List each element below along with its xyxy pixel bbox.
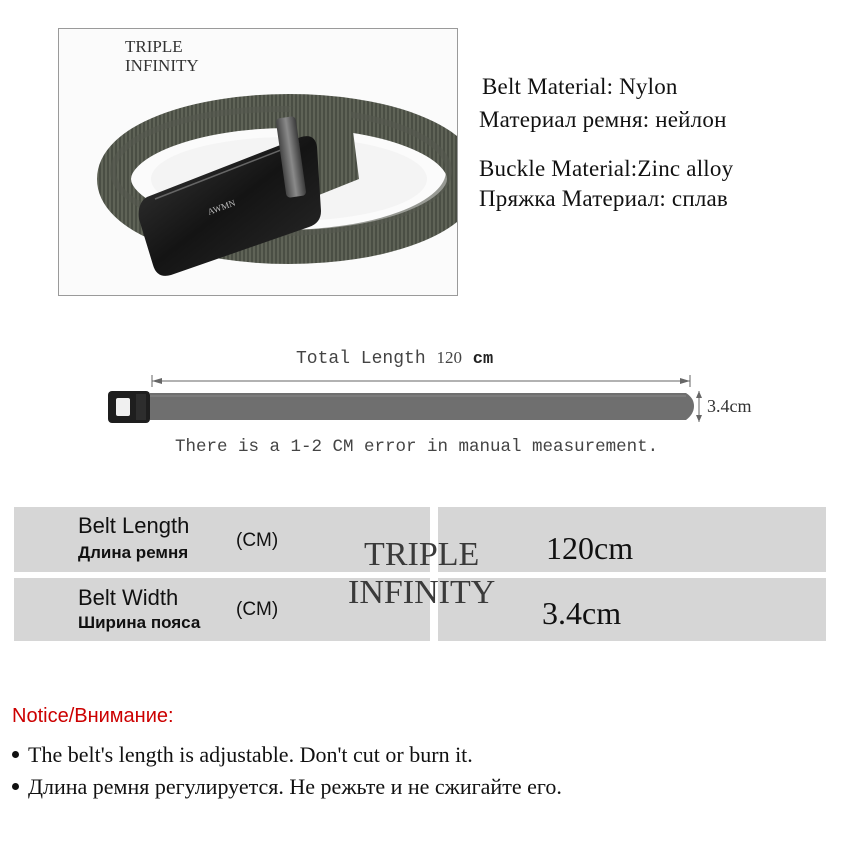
bullet-icon <box>12 783 19 790</box>
bullet-icon <box>12 751 19 758</box>
photo-watermark <box>125 37 199 75</box>
length-arrow <box>152 375 690 387</box>
belt-width-label-ru: Ширина пояса <box>78 613 201 632</box>
notice-item-text: The belt's length is adjustable. Don't cut or burn it. <box>28 742 473 767</box>
belt-length-value: 120cm <box>546 530 634 566</box>
total-length-unit: cm <box>472 350 494 369</box>
buckle-material-ru: Пряжка Материал: сплав <box>479 186 728 211</box>
width-arrow <box>696 391 702 422</box>
notice-item <box>12 774 562 800</box>
error-note: There is a 1-2 CM error in manual measurement. <box>175 437 659 457</box>
table-watermark-line1: TRIPLE <box>364 536 480 573</box>
belt-width-unit: (CM) <box>236 599 279 620</box>
buckle-logo: AWMN <box>206 197 237 217</box>
buckle-diagram <box>108 391 150 423</box>
belt-width-label-en: Belt Width <box>78 585 179 610</box>
total-length-text: Total Length <box>296 349 426 369</box>
belt-length-unit: (CM) <box>236 530 279 551</box>
belt-material-en: Belt Material: Nylon <box>482 74 678 99</box>
product-photo <box>58 28 458 296</box>
total-length-value: 120 <box>436 348 462 367</box>
belt-length-label-en: Belt Length <box>78 513 190 538</box>
belt-strap-diagram <box>150 393 694 420</box>
table-watermark <box>348 536 495 612</box>
total-length-label <box>296 348 493 369</box>
notice-item-text: Длина ремня регулируется. Не режьте и не сжигайте его. <box>28 774 562 799</box>
photo-watermark-line1: TRIPLE <box>125 37 183 56</box>
table-cell-width-value <box>438 578 826 641</box>
width-label: 3.4cm <box>707 396 752 416</box>
notice-title: Notice/Внимание: <box>12 705 174 727</box>
buckle-material-en: Buckle Material:Zinc alloy <box>479 156 734 181</box>
belt-width-value: 3.4cm <box>542 595 622 631</box>
notice-item <box>12 742 473 768</box>
photo-watermark-line2: INFINITY <box>125 56 199 75</box>
belt-photo-illustration <box>59 29 457 295</box>
belt-material-ru: Материал ремня: нейлон <box>479 107 727 132</box>
belt-length-label-ru: Длина ремня <box>78 543 189 562</box>
table-watermark-line2: INFINITY <box>348 574 496 611</box>
